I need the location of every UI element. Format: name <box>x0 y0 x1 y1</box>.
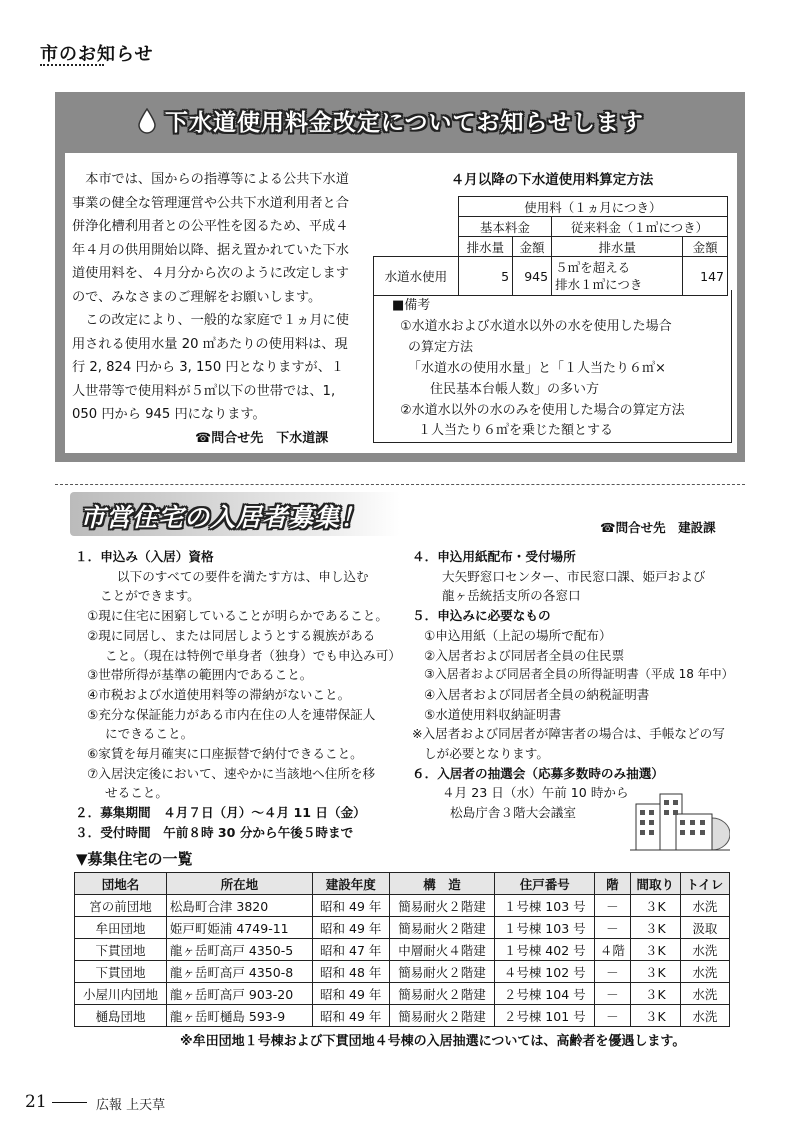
cell: 姫戸町姫浦 4749-11 <box>166 917 312 939</box>
cell: ３K <box>630 917 680 939</box>
cell: － <box>594 961 630 983</box>
cell: ３K <box>630 895 680 917</box>
notice-title-bar <box>55 98 745 146</box>
left-line: ④市税および水道使用料等の滞納がないこと。 <box>87 686 351 702</box>
housing-bottom-note: ※牟田団地１号棟および下貫団地４号棟の入居抽選については、高齢者を優遇します。 <box>180 1034 686 1049</box>
remarks-line: の算定方法 <box>408 340 474 355</box>
cell: 水洗 <box>680 983 729 1005</box>
fee-table <box>373 196 728 296</box>
fee-excess-vol-2: 排水１㎥につき <box>555 277 643 292</box>
fee-row-label: 水道水使用 <box>374 257 459 296</box>
notice-contact: ☎問合せ先 下水道課 <box>195 431 329 446</box>
cell: １号棟 103 号 <box>495 895 595 917</box>
notice-paragraph-1: 本市では、国からの指導等による公共下水道事業の健全な管理運営や公共下水道利用者と合併浄化槽利用者との公平性を図るため、平成４年４月の供用開始以降、据え置かれていた下水道使用料を、４月分から次のように改定しますので、みなさまのご理解をお願いします。 <box>72 172 349 305</box>
housing-title: 市営住宅の入居者募集！ <box>80 503 367 532</box>
fee-corner <box>374 197 459 257</box>
table-row <box>75 917 730 939</box>
left-line: ３．受付時間 午前８時 30 分から午後５時まで <box>75 824 354 840</box>
fee-header-vol2: 排水量 <box>552 237 683 257</box>
cell: ３K <box>630 961 680 983</box>
cell: 水洗 <box>680 1005 729 1027</box>
water-drop-icon <box>138 108 156 134</box>
left-line: ２．募集期間 ４月７日（月）～４月 11 日（金） <box>75 805 366 821</box>
cell: － <box>594 983 630 1005</box>
left-line: ③世帯所得が基準の範囲内であること。 <box>87 667 313 683</box>
cell: ２号棟 104 号 <box>495 983 595 1005</box>
cell: 松島町合津 3820 <box>166 895 312 917</box>
remarks-line: ②水道水以外の水のみを使用した場合の算定方法 <box>400 403 685 418</box>
fee-basic-amount: 945 <box>513 257 552 296</box>
right-line: ５．申込みに必要なもの <box>412 608 551 624</box>
col-header: 間取り <box>630 873 680 895</box>
housing-list-title: ▼募集住宅の一覧 <box>76 850 193 868</box>
col-header: トイレ <box>680 873 729 895</box>
left-line: ⑤充分な保証能力がある市内在住の人を連帯保証人 <box>87 706 376 722</box>
cell: 龍ヶ岳町高戸 903-20 <box>166 983 312 1005</box>
fee-header-amount: 金額 <box>513 237 552 257</box>
remarks-line: ■備考 <box>392 298 431 313</box>
right-line: 松島庁舎３階大会議室 <box>450 805 576 821</box>
remarks-line: ①水道水および水道水以外の水を使用した場合 <box>400 319 672 334</box>
table-row <box>75 1005 730 1027</box>
right-line: ②入居者および同居者全員の住民票 <box>424 647 625 663</box>
left-line: ⑥家賃を毎月確実に口座振替で納付できること。 <box>87 746 363 762</box>
cell: １号棟 402 号 <box>495 939 595 961</box>
cell: 水洗 <box>680 895 729 917</box>
cell: 下貫団地 <box>75 939 167 961</box>
fee-excess-amount: 147 <box>683 257 728 296</box>
left-line: ⑦入居決定後において、速やかに当該地へ住所を移 <box>87 765 376 781</box>
footer-rule <box>52 1102 87 1103</box>
cell: 簡易耐火２階建 <box>389 917 495 939</box>
right-line: ①申込用紙（上記の場所で配布） <box>424 627 612 643</box>
left-line: 以下のすべての要件を満たす方は、申し込む <box>117 568 369 584</box>
notice-paragraph-2: この改定により、一般的な家庭で１ヵ月に使用される使用水量 20 ㎥あたりの使用料は、現行 2, 824 円から 3, 150 円となりますが、１人世帯等で使用料が５㎥以下の世帯では、1, 050 円から 945 円になります。 <box>72 313 349 422</box>
col-header: 所在地 <box>166 873 312 895</box>
left-line: ②現に同居し、または同居しようとする親族がある <box>87 627 376 643</box>
fee-table-title: ４月以降の下水道使用料算定方法 <box>450 172 654 188</box>
fee-header-usage: 使用料（１ヵ月につき） <box>458 197 727 217</box>
cell: － <box>594 1005 630 1027</box>
right-line: ③入居者および同居者全員の所得証明書（平成 18 年中） <box>424 667 734 682</box>
col-header: 構 造 <box>389 873 495 895</box>
cell: 昭和 47 年 <box>312 939 389 961</box>
cell: 昭和 48 年 <box>312 961 389 983</box>
cell: 龍ヶ岳町高戸 4350-5 <box>166 939 312 961</box>
cell: 水洗 <box>680 961 729 983</box>
remarks-line: １人当たり６㎥を乗じた額とする <box>418 423 614 438</box>
cell: 水洗 <box>680 939 729 961</box>
right-line: ⑤水道使用料収納証明書 <box>424 706 562 722</box>
housing-right-column <box>412 547 742 823</box>
fee-header-excess: 従来料金（１㎥につき） <box>552 217 728 237</box>
cell: ３K <box>630 939 680 961</box>
cell: ３K <box>630 983 680 1005</box>
col-header: 住戸番号 <box>495 873 595 895</box>
table-row <box>75 895 730 917</box>
fee-header-vol: 排水量 <box>458 237 512 257</box>
right-line: ４．申込用紙配布・受付場所 <box>412 549 576 564</box>
cell: 小屋川内団地 <box>75 983 167 1005</box>
fee-excess-vol-1: ５㎥を超える <box>555 260 631 275</box>
remarks-box <box>373 290 732 443</box>
remarks-line: 「水道水の使用水量」と「１人当たり６㎥× <box>408 361 666 376</box>
col-header: 階 <box>594 873 630 895</box>
section-header: 市のお知らせ <box>40 44 154 65</box>
cell: 汲取 <box>680 917 729 939</box>
housing-table <box>74 872 730 1027</box>
housing-table-header <box>75 873 730 895</box>
cell: 龍ヶ岳町樋島 593-9 <box>166 1005 312 1027</box>
cell: １号棟 103 号 <box>495 917 595 939</box>
left-line: せること。 <box>105 785 168 801</box>
page-number: 21 <box>25 1092 47 1112</box>
cell: 昭和 49 年 <box>312 917 389 939</box>
fee-basic-vol: 5 <box>458 257 512 296</box>
housing-left-column <box>75 547 401 843</box>
cell: 中層耐火４階建 <box>389 939 495 961</box>
right-line: ４月 23 日（水）午前 10 時から <box>442 785 629 801</box>
cell: 簡易耐火２階建 <box>389 895 495 917</box>
left-line: １．申込み（入居）資格 <box>75 549 214 564</box>
cell: 下貫団地 <box>75 961 167 983</box>
left-line: こと。（現在は特例で単身者（独身）でも申込み可） <box>105 647 401 663</box>
right-line: 龍ヶ岳統括支所の各窓口 <box>442 588 581 604</box>
cell: 宮の前団地 <box>75 895 167 917</box>
notice-body <box>72 168 357 427</box>
cell: 樋島団地 <box>75 1005 167 1027</box>
table-row <box>75 961 730 983</box>
cell: ２号棟 101 号 <box>495 1005 595 1027</box>
section-divider <box>55 484 745 487</box>
cell: 昭和 49 年 <box>312 1005 389 1027</box>
col-header: 建設年度 <box>312 873 389 895</box>
cell: ３K <box>630 1005 680 1027</box>
notice-title: 下水道使用料金改定についてお知らせします <box>165 110 644 136</box>
right-line: 大矢野窓口センター、市民窓口課、姫戸および <box>442 568 706 584</box>
remarks-line: 住民基本台帳人数」の多い方 <box>430 382 600 397</box>
right-line: ※入居者および同居者が障害者の場合は、手帳などの写 <box>412 726 725 742</box>
header-dots <box>40 64 104 66</box>
right-line: ６．入居者の抽選会（応募多数時のみ抽選） <box>412 765 664 781</box>
cell: － <box>594 917 630 939</box>
cell: ４号棟 102 号 <box>495 961 595 983</box>
building-icon <box>630 790 730 852</box>
publication-name: 広報 上天草 <box>96 1098 166 1113</box>
col-header: 団地名 <box>75 873 167 895</box>
table-row <box>75 983 730 1005</box>
right-line: ④入居者および同居者全員の納税証明書 <box>424 686 650 702</box>
cell: 簡易耐火２階建 <box>389 961 495 983</box>
cell: 簡易耐火２階建 <box>389 1005 495 1027</box>
housing-contact: ☎問合せ先 建設課 <box>600 520 716 535</box>
cell: － <box>594 895 630 917</box>
left-line: ことができます。 <box>100 588 200 604</box>
fee-header-amount2: 金額 <box>683 237 728 257</box>
fee-header-basic: 基本料金 <box>458 217 551 237</box>
cell: ４階 <box>594 939 630 961</box>
left-line: ①現に住宅に困窮していることが明らかであること。 <box>87 608 388 624</box>
cell: 昭和 49 年 <box>312 983 389 1005</box>
cell: 牟田団地 <box>75 917 167 939</box>
cell: 簡易耐火２階建 <box>389 983 495 1005</box>
table-row <box>75 939 730 961</box>
right-line: しが必要となります。 <box>424 746 549 762</box>
cell: 昭和 49 年 <box>312 895 389 917</box>
left-line: にできること。 <box>105 726 194 742</box>
cell: 龍ヶ岳町高戸 4350-8 <box>166 961 312 983</box>
